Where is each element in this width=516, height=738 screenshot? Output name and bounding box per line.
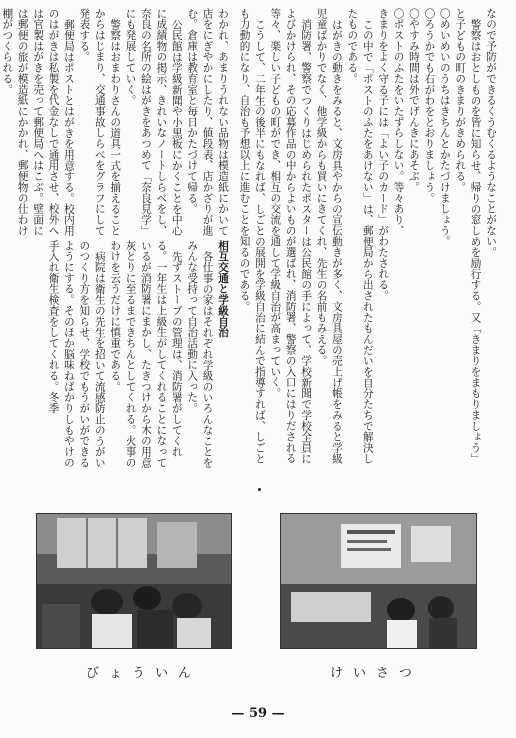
paragraph: はがきの動きをみると、文房具やからの宣伝動きが多く、文房具屋の売上げ帳をみると学級児童ばかりでなく、他学級からも買いにきてくれ、先生の名前もみえる。 [315, 8, 343, 464]
photo-caption-hospital: びょういん [86, 666, 202, 681]
paragraph: なので予防ができるくうむくるようなことがない。 [485, 8, 497, 258]
paragraph: わかれ、あまりうれない品物は模造紙にかいて店をにぎやかにしたり、値段表、店かざりが進む。倉庫は教育室と毎日かたづけて帰る。 [186, 8, 229, 236]
paragraph: 警察はおとしものを皆に知らせ、帰りの窓しめを励行する。又「きまりをまもりましょう」と子どもの町のきまりがきめられる。 [454, 8, 482, 464]
rule-item: 〇ポストのふたをいたずらしない。等々あり、 [392, 8, 405, 236]
text-block-bottom [22, 240, 230, 472]
paragraph: 郵便局はポストとはがきを用意する。校内用のはがきは私製を代金なしで通用させ、校外へは官製はがきを売って郵便局へはこぶ。壁面には郵便の旅が模造紙にかかれ、郵便物の仕わけ棚がつくられる。 [1, 8, 75, 236]
paragraph: 消防署、警察でつくりはじめられたポスターは公民館の手によって、学校新聞で学校全員によびかけられ、その応募作品の中からよいものが選ばれ、消防署、警察の入口にはりだされる等々、楽しい子どもの町ができ、相互の交流を通して学級自治が高まっていく。 [269, 8, 313, 464]
paragraph: 警察はおまわりさんの道具一式を揃えることからはじまり、交通事故しらべをグラフにして発表する。 [78, 8, 122, 236]
police-photo [280, 513, 477, 649]
paragraph: 各仕事の家はそれぞれ学級のいろんなことをみんな受持って自治活動に入った。 [186, 240, 214, 468]
section-heading: 相互交通と学級自治 [217, 240, 229, 338]
text-block-top [1, 8, 230, 236]
photo-caption-police: けいさつ [330, 666, 423, 681]
page-number: — 59 — [231, 706, 285, 721]
rule-item: 〇めいめいのうちはきちんとかたづけましょう。 [438, 8, 451, 247]
paragraph: この中で「ポストのふたをあけない」は、郵便局から出されたもんだいを自分たちで解決したものである。 [346, 8, 374, 464]
text-block-right [238, 8, 498, 468]
paragraph: 先ずストーブの管理は、消防署がしてくれる。一年生は上級生がしてくれることになっているが消防署にまかし、たきつけから木の用意灰とりに至るまできちんとしてくれる。火事のわけを云うだけに慎重である。 [109, 240, 183, 468]
paragraph: こうして、二年生の後半にもなれば、しごとの展開を学級自治に結んで指導すれば、しごとも力動的になり、自治も予想以上に進むことを知るのである。 [238, 8, 266, 464]
separator-dot [258, 488, 261, 491]
hospital-photo [36, 513, 232, 649]
paragraph: 公民館は学級新聞や小黒板にかくことを中心に成績物の掲示、きれいなノートしらべをし、奈良の名所の絵はがきをあつめて「奈良見学」にも発展していく。 [124, 8, 183, 236]
paragraph: きまりをよく守る子には「よい子のカード」がわたされる。 [377, 8, 390, 301]
rule-item: 〇ろうかでも右がわをとおりましょう。 [423, 8, 436, 204]
paragraph: 病院は衛生の先生を招いて流感防止のうがいのつくり方を知らせ、学校でもうがいができるようにする。そのほか脳味ねばかりしもやけの手入れ衛生検査をしてくれる。冬季 [47, 240, 106, 468]
rule-item: 〇やすみ時間は外でげんきにあそぶ。 [407, 8, 420, 193]
